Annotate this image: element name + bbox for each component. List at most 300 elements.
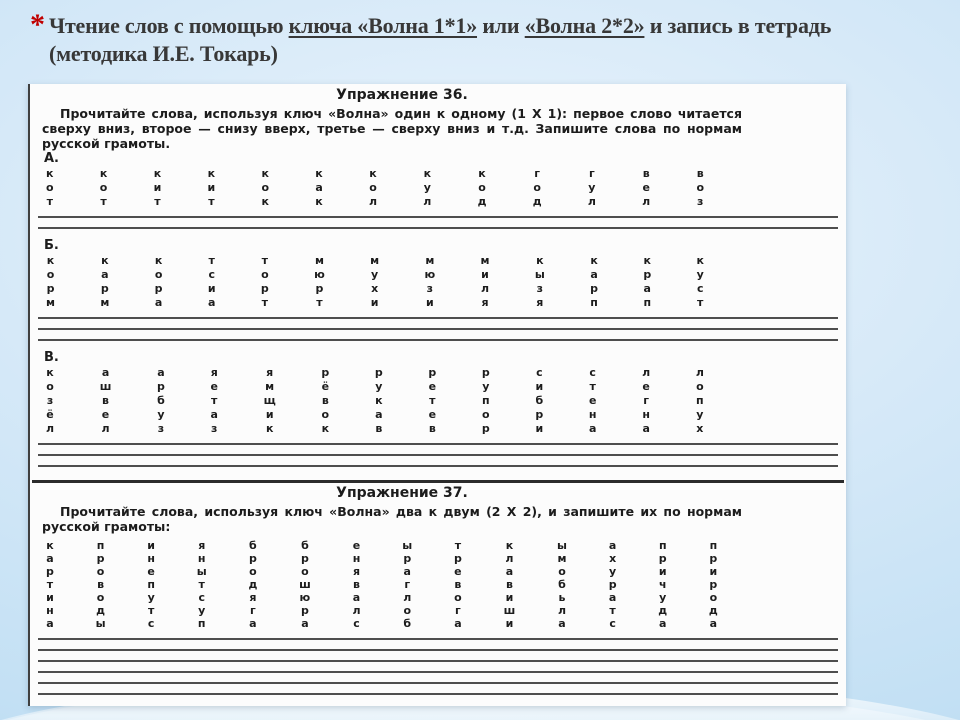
letter-cell: л [423,195,432,208]
letter-cell: и [658,565,667,578]
letter-cell: ы [534,268,545,281]
letter-cell: т [154,195,161,208]
letter-column [609,539,617,630]
letter-column [370,254,379,310]
letter-column [454,539,462,630]
letter-cell: л [505,552,514,565]
letter-column [46,254,55,310]
letter-cell: л [480,282,490,295]
letter-cell: е [454,565,462,578]
letter-cell: м [370,254,380,267]
letter-column [658,539,667,630]
letter-cell: а [588,422,597,435]
letter-cell: р [658,552,667,565]
letter-cell: з [697,195,704,208]
letter-cell: и [147,539,156,552]
letter-cell: в [454,578,462,591]
letter-cell: к [99,167,108,180]
letter-cell: т [609,604,616,617]
letter-cell: в [97,578,105,591]
letter-cell: д [708,604,718,617]
letter-cell: п [658,539,667,552]
letter-cell: р [481,422,490,435]
letter-cell: м [46,296,55,309]
letter-cell: а [659,617,667,630]
underlined-key-2: «Волна 2*2» [524,13,645,38]
letter-cell: о [558,565,566,578]
letter-column [147,539,155,630]
letter-column [482,366,490,436]
letter-cell: е [210,380,218,393]
letter-cell: г [643,394,650,407]
letter-cell: а [590,268,598,281]
letter-cell: к [46,254,55,267]
letter-cell: а [249,617,257,630]
letter-cell: н [588,408,597,421]
letter-cell: р [248,552,257,565]
letter-cell: б [558,578,566,591]
letter-cell: в [642,167,650,180]
letter-cell: у [696,408,704,421]
letter-cell: е [428,380,437,393]
letter-column [424,254,435,310]
letter-column [697,254,704,310]
letter-cell: в [353,578,360,591]
writing-line [38,328,838,339]
letter-cell: о [709,591,718,604]
letter-cell: у [696,268,704,281]
letter-cell: у [423,181,431,194]
letter-cell: л [369,195,378,208]
letter-cell: и [481,268,489,281]
letter-cell: е [642,181,650,194]
letter-cell: к [369,167,377,180]
letter-cell: е [642,380,650,393]
letter-cell: т [208,254,215,267]
letter-cell: р [643,268,652,281]
letter-cell: а [210,408,218,421]
letter-cell: д [658,604,668,617]
letter-cell: о [533,181,541,194]
letter-cell: о [46,181,54,194]
letter-cell: п [482,394,490,407]
letter-column [314,254,325,310]
section-label: В. [44,350,59,365]
title-line-2: (методика И.Е. Токарь) [49,41,278,66]
letter-cell: т [46,195,53,208]
letter-cell: о [403,604,412,617]
letter-cell: в [505,578,513,591]
letter-column [588,167,596,209]
letter-cell: у [588,181,596,194]
letter-cell: з [211,422,218,435]
letter-cell: з [157,422,165,435]
letter-cell: о [478,181,486,194]
letter-grid-v [46,366,704,436]
worksheet-scan [28,84,846,706]
writing-line [38,317,838,328]
letter-cell: ь [558,591,566,604]
letter-cell: л [46,422,55,435]
letter-cell: а [101,366,110,379]
letter-cell: и [709,565,718,578]
letter-cell: м [480,254,490,267]
letter-cell: б [157,394,165,407]
letter-cell: у [375,380,383,393]
letter-cell: а [208,296,216,309]
letter-cell: а [558,617,566,630]
writing-lines-group [38,317,838,350]
letter-column [642,366,650,436]
letter-cell: е [428,408,437,421]
letter-cell: р [300,552,309,565]
letter-cell: и [425,296,434,309]
letter-cell: р [96,552,105,565]
letter-cell: а [608,539,617,552]
letter-cell: р [321,366,330,379]
letter-cell: и [505,617,514,630]
letter-column [557,539,567,630]
title-text-segment: Чтение слов с помощью [49,13,289,38]
letter-cell: н [46,604,54,617]
letter-cell: у [609,565,617,578]
letter-cell: в [102,394,110,407]
letter-cell: е [352,539,361,552]
letter-cell: к [46,167,54,180]
letter-cell: у [482,380,490,393]
letter-column [709,539,718,630]
letter-cell: р [535,408,544,421]
letter-cell: а [375,408,383,421]
letter-cell: т [589,380,596,393]
letter-cell: л [642,366,651,379]
letter-cell: о [46,380,54,393]
letter-cell: л [557,604,566,617]
letter-cell: и [535,380,544,393]
letter-cell: о [454,591,462,604]
letter-cell: и [46,591,54,604]
letter-cell: а [505,565,514,578]
letter-column [369,167,377,209]
letter-cell: к [315,167,323,180]
letter-cell: ы [557,539,567,552]
letter-cell: т [147,604,155,617]
letter-cell: л [695,366,704,379]
letter-cell: с [696,282,704,295]
letter-cell: к [590,254,598,267]
exercise36-title: Упражнение 36. [336,87,468,103]
letter-cell: а [101,268,109,281]
section-v [30,350,846,476]
letter-cell: т [261,296,269,309]
letter-cell: т [429,394,436,407]
letter-cell: и [153,181,162,194]
letter-column [100,254,109,310]
letter-grid-ex37 [46,539,718,630]
letter-column [535,366,543,436]
writing-line [38,216,838,227]
letter-cell: н [642,408,650,421]
letter-cell: р [428,366,437,379]
letter-cell: о [154,268,163,281]
letter-cell: в [428,422,436,435]
letter-cell: х [609,552,617,565]
letter-column [197,539,207,630]
letter-cell: л [101,422,110,435]
writing-lines-group [38,216,838,238]
letter-cell: б [249,539,257,552]
letter-cell: р [46,565,54,578]
section-label: Б. [44,238,59,253]
letter-column [643,254,651,310]
letter-column [211,366,218,436]
letter-cell: я [249,591,257,604]
letter-cell: е [147,565,155,578]
letter-cell: н [352,552,361,565]
letter-cell: и [265,408,274,421]
letter-cell: к [696,254,704,267]
letter-cell: т [211,394,218,407]
letter-cell: р [590,282,598,295]
letter-cell: б [403,617,412,630]
letter-grid-a [46,167,704,209]
letter-cell: к [375,394,383,407]
letter-cell: а [157,366,165,379]
letter-column [352,539,360,630]
title-text-segment: и запись в тетрадь [644,13,832,38]
letter-cell: и [505,591,514,604]
letter-cell: е [101,408,110,421]
letter-column [154,167,162,209]
letter-cell: о [99,181,108,194]
letter-cell: к [643,254,651,267]
letter-cell: ч [658,578,667,591]
letter-cell: к [207,167,216,180]
letter-column [299,539,311,630]
writing-lines-group [38,638,838,704]
bullet-asterisk: * [30,8,45,41]
letter-cell: м [265,380,275,393]
letter-cell: п [96,539,105,552]
letter-column [96,539,106,630]
letter-column [100,167,108,209]
letter-cell: с [147,617,155,630]
letter-cell: о [249,565,257,578]
underlined-key-1: ключа «Волна 1*1» [288,13,478,38]
letter-column [321,366,329,436]
letter-column [46,366,54,436]
page-title [49,12,831,68]
writing-line [38,339,838,350]
letter-column [208,167,216,209]
letter-cell: я [536,296,544,309]
letter-cell: ю [314,268,325,281]
letter-cell: п [197,617,206,630]
letter-cell: р [403,552,412,565]
letter-cell: к [423,167,432,180]
letter-cell: о [696,181,704,194]
letter-cell: о [301,565,309,578]
letter-cell: и [207,282,216,295]
letter-cell: д [477,195,487,208]
letter-cell: ё [321,380,330,393]
letter-column [696,167,704,209]
writing-line [38,671,838,682]
letter-cell: о [261,181,270,194]
letter-cell: ы [95,617,106,630]
letter-column [423,167,431,209]
letter-cell: к [101,254,109,267]
letter-cell: т [198,578,205,591]
letter-cell: л [642,195,651,208]
letter-column [696,366,704,436]
letter-cell: с [536,366,543,379]
letter-cell: в [375,422,383,435]
letter-cell: т [100,195,107,208]
letter-cell: п [709,539,718,552]
letter-cell: г [404,578,411,591]
writing-line [38,454,838,465]
letter-cell: и [370,296,379,309]
letter-cell: г [250,604,256,617]
letter-cell: р [260,282,269,295]
letter-cell: д [532,195,542,208]
letter-cell: я [352,565,361,578]
letter-column [155,254,163,310]
letter-cell: л [587,195,596,208]
writing-line [38,465,838,476]
letter-cell: м [100,296,110,309]
letter-cell: з [426,282,434,295]
letter-cell: к [261,195,270,208]
writing-line [38,443,838,454]
letter-column [100,366,112,436]
letter-cell: а [643,282,651,295]
letter-column [504,539,516,630]
letter-cell: к [46,539,54,552]
letter-cell: н [147,552,155,565]
letter-grid-b [46,254,704,310]
letter-column [481,254,490,310]
writing-line [38,693,838,704]
letter-cell: г [534,167,541,180]
letter-cell: о [261,268,269,281]
letter-cell: р [157,380,165,393]
letter-cell: л [352,604,361,617]
letter-cell: д [248,578,258,591]
letter-cell: т [208,195,215,208]
letter-cell: з [536,282,543,295]
exercise36-instructions: Прочитайте слова, используя ключ «Волна» один к одному (1 Х 1): первое слово читается сверху вниз, второе — снизу вверх, третье — сверху вниз и т.д. Запишите слова по нормам русской грамоты. [42,106,742,151]
letter-cell: о [46,268,55,281]
letter-cell: м [557,552,567,565]
letter-cell: у [147,591,155,604]
letter-column [157,366,165,436]
letter-cell: я [481,296,489,309]
letter-cell: р [100,282,109,295]
letter-cell: з [46,394,54,407]
letter-cell: о [321,408,330,421]
letter-column [428,366,436,436]
letter-cell: к [315,195,323,208]
letter-column [589,366,597,436]
letter-cell: р [374,366,383,379]
letter-cell: р [481,366,490,379]
letter-cell: с [208,268,215,281]
letter-cell: в [321,394,329,407]
letter-cell: я [210,366,218,379]
letter-cell: и [207,181,216,194]
writing-line [38,682,838,693]
letter-cell: с [198,591,205,604]
letter-cell: р [709,552,718,565]
writing-line [38,660,838,671]
letter-cell: н [197,552,206,565]
letter-cell: ё [46,408,54,421]
letter-cell: х [696,422,704,435]
letter-cell: к [261,167,270,180]
separator-line [32,480,844,483]
letter-cell: я [266,366,274,379]
letter-cell: к [46,366,54,379]
letter-cell: е [588,394,597,407]
letter-cell: а [46,552,54,565]
writing-line [38,227,838,238]
letter-cell: б [301,539,309,552]
letter-cell: л [403,591,412,604]
letter-cell: ш [503,604,516,617]
letter-cell: а [154,296,163,309]
letter-cell: ш [99,380,112,393]
letter-cell: к [154,254,163,267]
title-text-segment: или [477,13,525,38]
letter-cell: и [535,422,544,435]
letter-column [208,254,216,310]
letter-cell: о [96,591,105,604]
letter-cell: т [697,296,704,309]
letter-cell: у [157,408,165,421]
letter-cell: ю [424,268,436,281]
exercise37-instructions: Прочитайте слова, используя ключ «Волна» два к двум (2 Х 2), и запишите их по нормам русской грамоты: [42,504,742,534]
letter-cell: р [46,282,55,295]
exercise37-title: Упражнение 37. [336,485,468,501]
letter-cell: к [321,422,330,435]
letter-cell: с [609,617,616,630]
letter-cell: к [536,254,544,267]
letter-cell: а [46,617,54,630]
letter-cell: а [403,565,411,578]
letter-cell: ы [196,565,207,578]
letter-cell: щ [263,394,276,407]
letter-cell: п [696,394,704,407]
letter-column [533,167,542,209]
letter-cell: с [589,366,596,379]
letter-column [262,167,270,209]
letter-cell: р [608,578,617,591]
letter-column [590,254,598,310]
letter-column [535,254,545,310]
letter-cell: т [261,254,269,267]
letter-cell: у [659,591,667,604]
letter-cell: а [301,617,309,630]
letter-cell: а [352,591,361,604]
letter-cell: у [371,268,379,281]
letter-cell: к [478,167,486,180]
letter-cell: с [353,617,360,630]
letter-cell: м [425,254,435,267]
letter-cell: г [455,604,461,617]
letter-column [478,167,487,209]
